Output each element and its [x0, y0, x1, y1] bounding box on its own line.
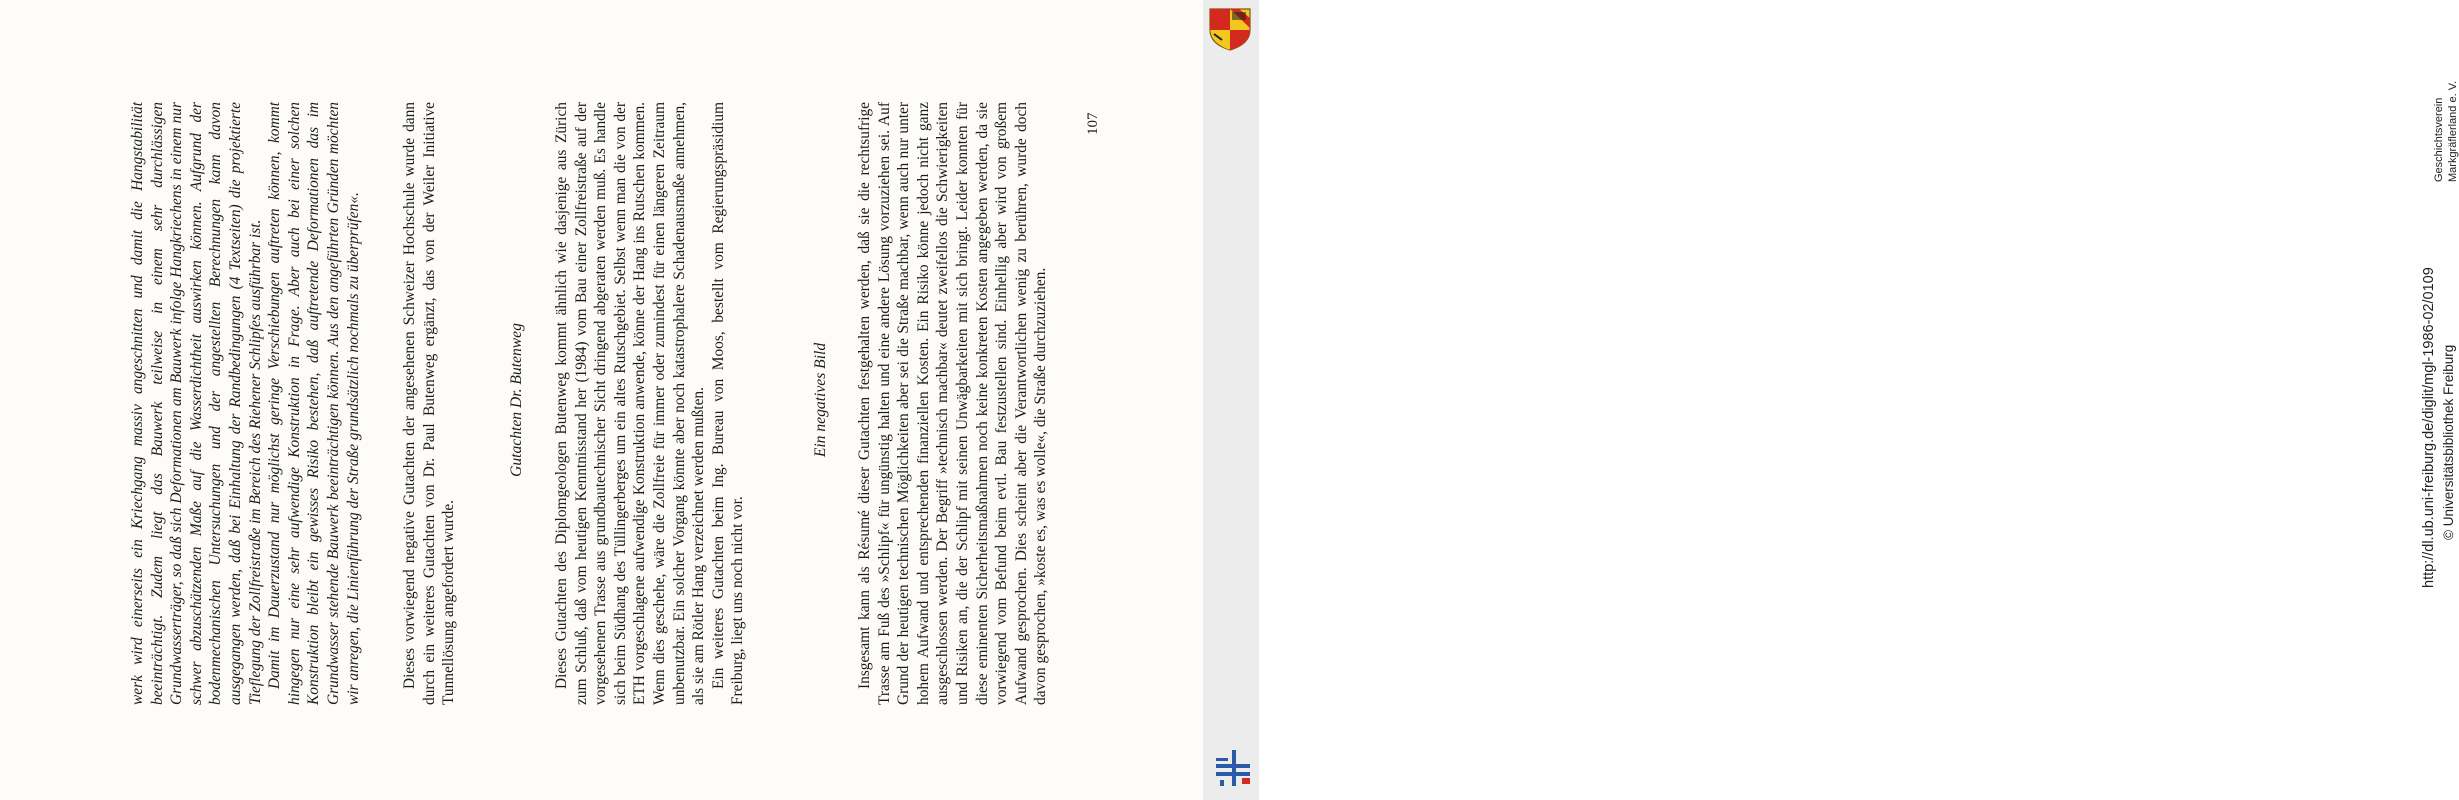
- conclusion-block: [855, 102, 1051, 705]
- paragraph-von-moos: Ein weiteres Gutachten beim Ing. Bureau von Moos, bestellt vom Regierungspräsidium Freiburg, liegt uns noch nicht vor.: [709, 102, 747, 705]
- butenweg-block: [552, 102, 748, 705]
- section-heading-butenweg: Gutachten Dr. Butenweg: [508, 323, 525, 477]
- coat-of-arms-icon: [1206, 6, 1254, 52]
- quote-paragraph-1: werk wird einerseits ein Kriechgang massiv angeschnitten und damit die Hangstabilität beeinträchtigt. Zudem liegt das Bauwerk teilweise in einem sehr durchlässigen Grundwasserträger, so daß sich Deformationen am Bauwerk infolge Hangkriechens in einem nur schwer abzuschätzenden Maße auf die Wasserdichtheit auswirken können. Aufgrund der bodenmechanischen Untersuchungen und der angestellten Berechnungen kann davon ausgegangen werden, daß bei Einhaltung der Randbedingungen (4 Textseiten) die projektierte Tieflegung der Zollfreistraße im Bereich des Riehener Schlipfes ausführbar ist.: [129, 102, 264, 705]
- digitization-sidebar: [1203, 0, 2459, 800]
- society-name-line-1: Geschichtsverein: [2433, 97, 2445, 182]
- paragraph-resume: Insgesamt kann als Résumé dieser Gutachten festgehalten werden, daß sie die rechtsufrige Trasse am Fuß des »Schlipf« für ungünstig halten und eine andere Lösung vorzuziehen sei. Auf Grund der heutigen technischen Möglichkeiten aber sei die Straße machbar, wenn auch nur unter hohem Aufwand und entsprechenden finanziellen Kosten. Ein Risiko könne jedoch nicht ganz ausgeschlossen werden. Der Begriff »technisch machbar« deutet zweifellos die Schwierigkeiten und Risiken an, die der Schlipf mit seinen Unwägbarkeiten mit sich bringt. Leider konnten für diese eminenten Sicherheitsmaßnahmen noch keine konkreten Kosten angegeben werden, da sie vorwiegend vom Befund beim evtl. Bau festzustellen sind. Einhellig aber wird von großem Aufwand gesprochen. Dies scheint aber die Verantwortlichen wenig zu berühren, wurde doch davon gesprochen, »koste es, was es wolle«, die Straße durchzuziehen.: [856, 102, 1050, 705]
- italic-quote-block: [128, 102, 363, 705]
- source-url[interactable]: http://dl.ub.uni-freiburg.de/diglit/mgl-1986-02/0109: [2421, 267, 2437, 588]
- ub-freiburg-logo-icon: [1210, 748, 1254, 788]
- paragraph-eth-summary: Dieses vorwiegend negative Gutachten der angesehenen Schweizer Hochschule wurde dann durch ein weiteres Gutachten von Dr. Paul Butenweg ergänzt, das von der Weiler Initiative Tunnellösung angefordert wurde.: [401, 102, 458, 705]
- society-name-line-2: Markgräflerland e. V.: [2447, 80, 2459, 182]
- page-content-rotated: [0, 0, 1203, 800]
- paragraph-butenweg: Dieses Gutachten des Diplomgeologen Butenweg kommt ähnlich wie dasjenige aus Zürich zum Schluß, daß vom heutigen Kenntnisstand her (1984) vom Bau einer Zollfreistraße auf der vorgesehenen Trasse aus grundbautechnischer Sicht dringend abgeraten werden muß. Es handle sich beim Südhang des Tüllingerberges um ein altes Rutschgebiet. Selbst wenn man die von der ETH vorgeschlagene aufwendige Konstruktion anwende, könne der Hang ins Rutschen kommen. Wenn dies geschehe, wäre die Zollfreie für immer oder zumindest für einen längeren Zeitraum unbenutzbar. Ein solcher Vorgang könnte aber noch katastrophalere Schadenausmaße annehmen, als sie am Rötler Hang verzeichnet werden mußten.: [553, 102, 708, 705]
- section-heading-negatives-bild: Ein negatives Bild: [812, 342, 829, 458]
- scanned-page: [0, 0, 1203, 800]
- page-number: 107: [1085, 112, 1101, 135]
- quote-paragraph-2: Damit im Dauerzustand nur möglichst geringe Verschiebungen auftreten können, kommt hingegen nur eine sehr aufwendige Konstruktion in Frage. Aber auch bei einer solchen Konstruktion bleibt ein gewisses Risiko bestehen, daß auftretende Deformationen das im Grundwasser stehende Bauwerk beeinträchtigen können. Aus den angeführten Gründen möchten wir anregen, die Linienführung der Straße grundsätzlich nochmals zu überprüfen«.: [266, 102, 362, 705]
- copyright-notice: © Universitätsbibliothek Freiburg: [2441, 344, 2456, 540]
- intro-block: [400, 102, 459, 705]
